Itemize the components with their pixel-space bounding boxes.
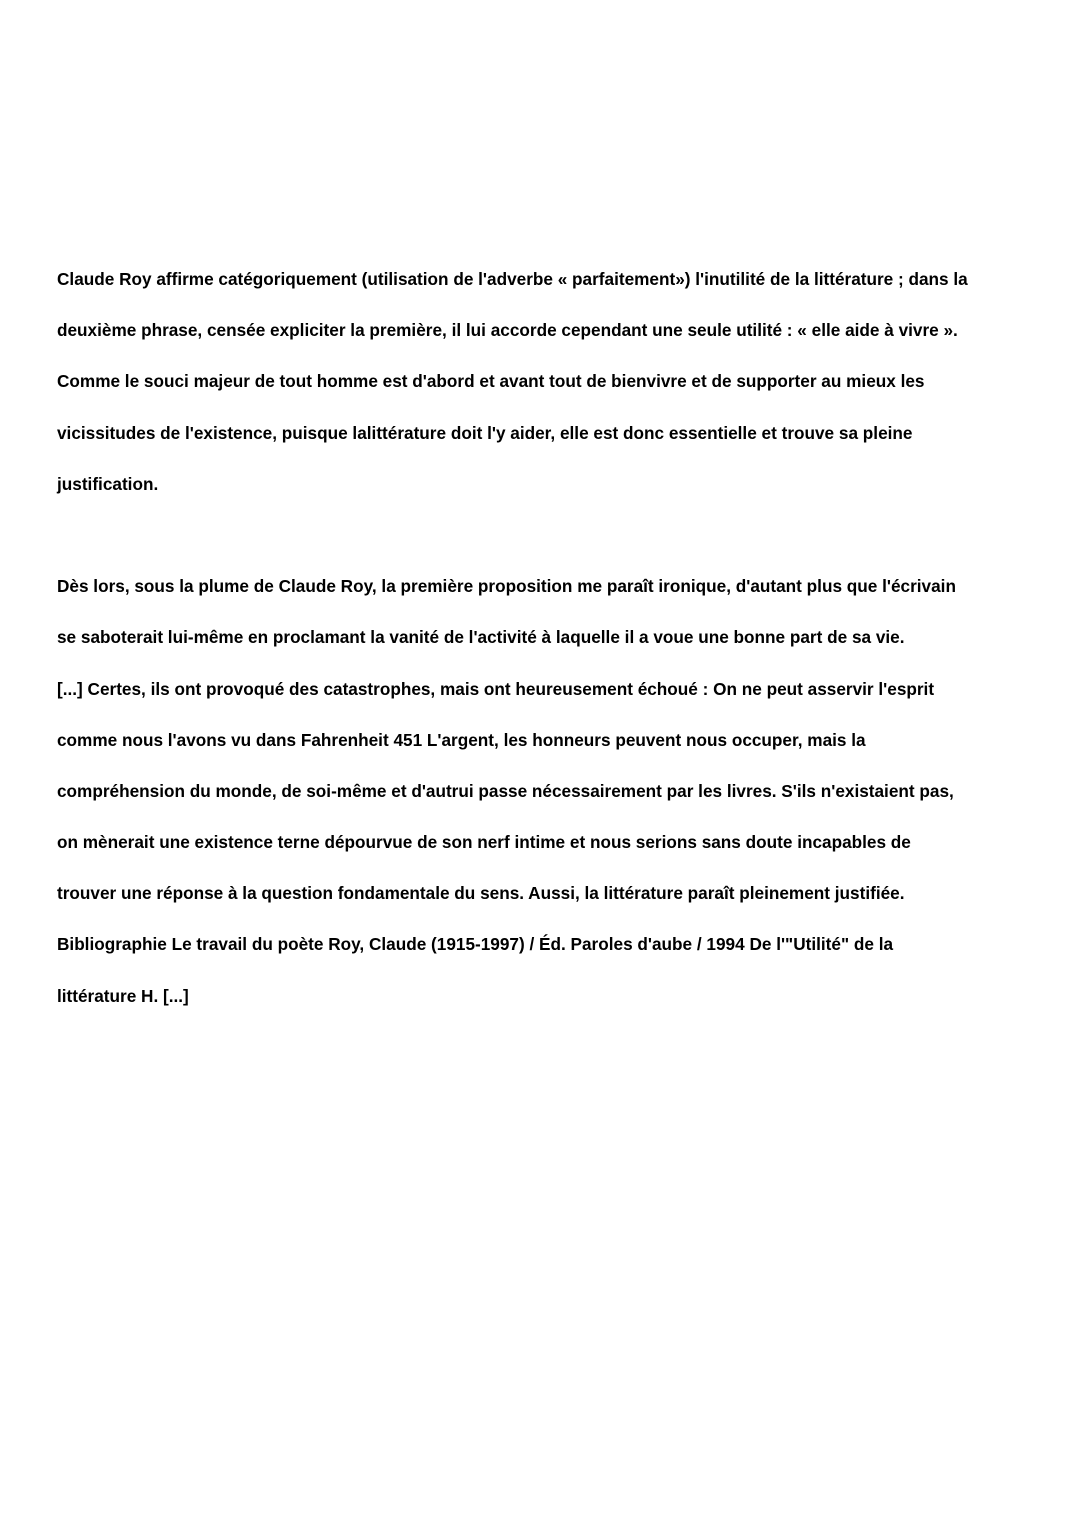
text-line: deuxième phrase, censée expliciter la première, il lui accorde cependant une seule utilité : « elle aide à vivre ». <box>57 320 958 341</box>
text-line: trouver une réponse à la question fondamentale du sens. Aussi, la littérature paraît pleinement justifiée. <box>57 883 905 904</box>
paragraph-1 <box>57 254 1047 510</box>
text-line: se saboterait lui-même en proclamant la vanité de l'activité à laquelle il a voue une bonne part de sa vie. <box>57 627 905 648</box>
text-line: on mènerait une existence terne dépourvue de son nerf intime et nous serions sans doute incapables de <box>57 832 911 853</box>
paragraph-spacer <box>57 510 1047 561</box>
text-line: [...] Certes, ils ont provoqué des catastrophes, mais ont heureusement échoué : On ne peut asservir l'esprit <box>57 678 935 699</box>
bibliography-line: Bibliographie Le travail du poète Roy, Claude (1915-1997) / Éd. Paroles d'aube / 1994 De l'"Utilité" de la <box>57 934 894 955</box>
paragraph-2 <box>57 561 1047 1022</box>
document-page <box>57 254 1047 1022</box>
text-line: justification. <box>57 473 159 494</box>
text-line: compréhension du monde, de soi-même et d'autrui passe nécessairement par les livres. S'ils n'existaient pas, <box>57 780 954 801</box>
text-line: Claude Roy affirme catégoriquement (utilisation de l'adverbe « parfaitement») l'inutilité de la littérature ; dans la <box>57 269 968 289</box>
bibliography-line: littérature H. [...] <box>57 985 189 1006</box>
text-line: Dès lors, sous la plume de Claude Roy, la première proposition me paraît ironique, d'autant plus que l'écrivain <box>57 576 956 597</box>
text-line: vicissitudes de l'existence, puisque lalittérature doit l'y aider, elle est donc essentielle et trouve sa pleine <box>57 422 913 443</box>
text-line: Comme le souci majeur de tout homme est d'abord et avant tout de bienvivre et de supporter au mieux les <box>57 371 925 392</box>
text-line: comme nous l'avons vu dans Fahrenheit 451 L'argent, les honneurs peuvent nous occuper, mais la <box>57 729 866 750</box>
